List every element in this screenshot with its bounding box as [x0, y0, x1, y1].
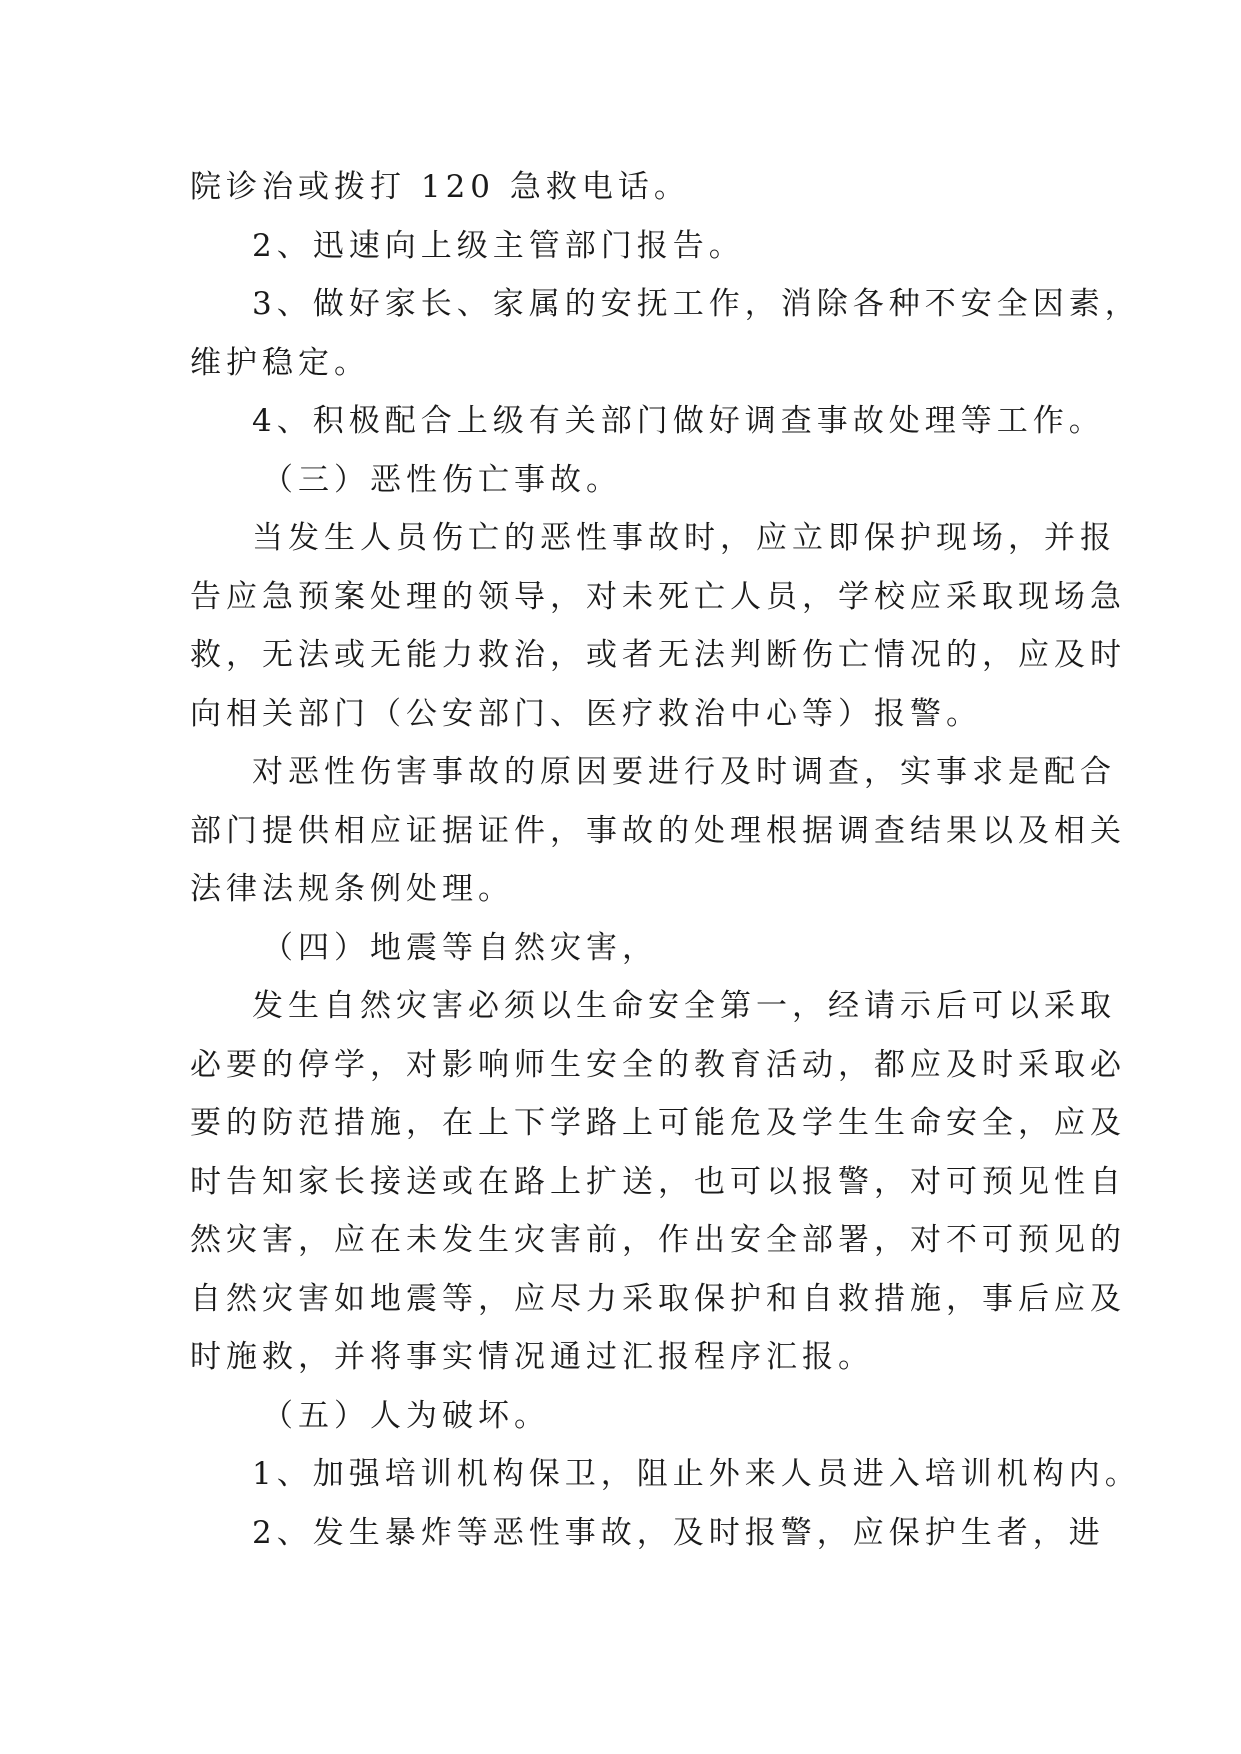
paragraph-line: 告应急预案处理的领导，对未死亡人员，学校应采取现场急	[190, 578, 1126, 615]
text-line: 维护稳定。	[190, 344, 370, 381]
paragraph-line: 当发生人员伤亡的恶性事故时，应立即保护现场，并报	[252, 520, 1116, 556]
paragraph-line: 对恶性伤害事故的原因要进行及时调查，实事求是配合	[252, 754, 1116, 790]
paragraph-line: 必要的停学，对影响师生安全的教育活动，都应及时采取必	[190, 1046, 1126, 1083]
paragraph-line: 救，无法或无能力救治，或者无法判断伤亡情况的，应及时	[190, 637, 1126, 673]
document-body	[190, 158, 1141, 1562]
section-heading: （五）人为破坏。	[262, 1397, 550, 1434]
paragraph-line: 时告知家长接送或在路上扩送，也可以报警，对可预见性自	[190, 1163, 1126, 1200]
paragraph-line: 然灾害，应在未发生灾害前，作出安全部署，对不可预见的	[190, 1222, 1126, 1258]
list-item: 2、发生暴炸等恶性事故，及时报警，应保护生者，进	[252, 1514, 1105, 1551]
section-heading: （四）地震等自然灾害，	[262, 929, 658, 966]
list-item: 3、做好家长、家属的安抚工作，消除各种不安全因素，	[252, 286, 1141, 322]
paragraph-line: 发生自然灾害必须以生命安全第一，经请示后可以采取	[252, 988, 1116, 1024]
paragraph-line: 时施救，并将事实情况通过汇报程序汇报。	[190, 1339, 874, 1375]
paragraph-line: 向相关部门（公安部门、医疗救治中心等）报警。	[190, 695, 982, 732]
paragraph-line: 部门提供相应证据证件，事故的处理根据调查结果以及相关	[190, 812, 1126, 849]
list-item: 4、积极配合上级有关部门做好调查事故处理等工作。	[252, 403, 1105, 439]
list-item: 1、加强培训机构保卫，阻止外来人员进入培训机构内。	[252, 1456, 1141, 1492]
list-item: 2、迅速向上级主管部门报告。	[252, 227, 745, 264]
paragraph-line: 法律法规条例处理。	[190, 871, 514, 907]
paragraph-line: 要的防范措施，在上下学路上可能危及学生生命安全，应及	[190, 1105, 1126, 1141]
section-heading: （三）恶性伤亡事故。	[262, 461, 622, 498]
paragraph-line: 自然灾害如地震等，应尽力采取保护和自救措施，事后应及	[190, 1280, 1126, 1317]
text-line: 院诊治或拨打 120 急救电话。	[190, 169, 690, 205]
